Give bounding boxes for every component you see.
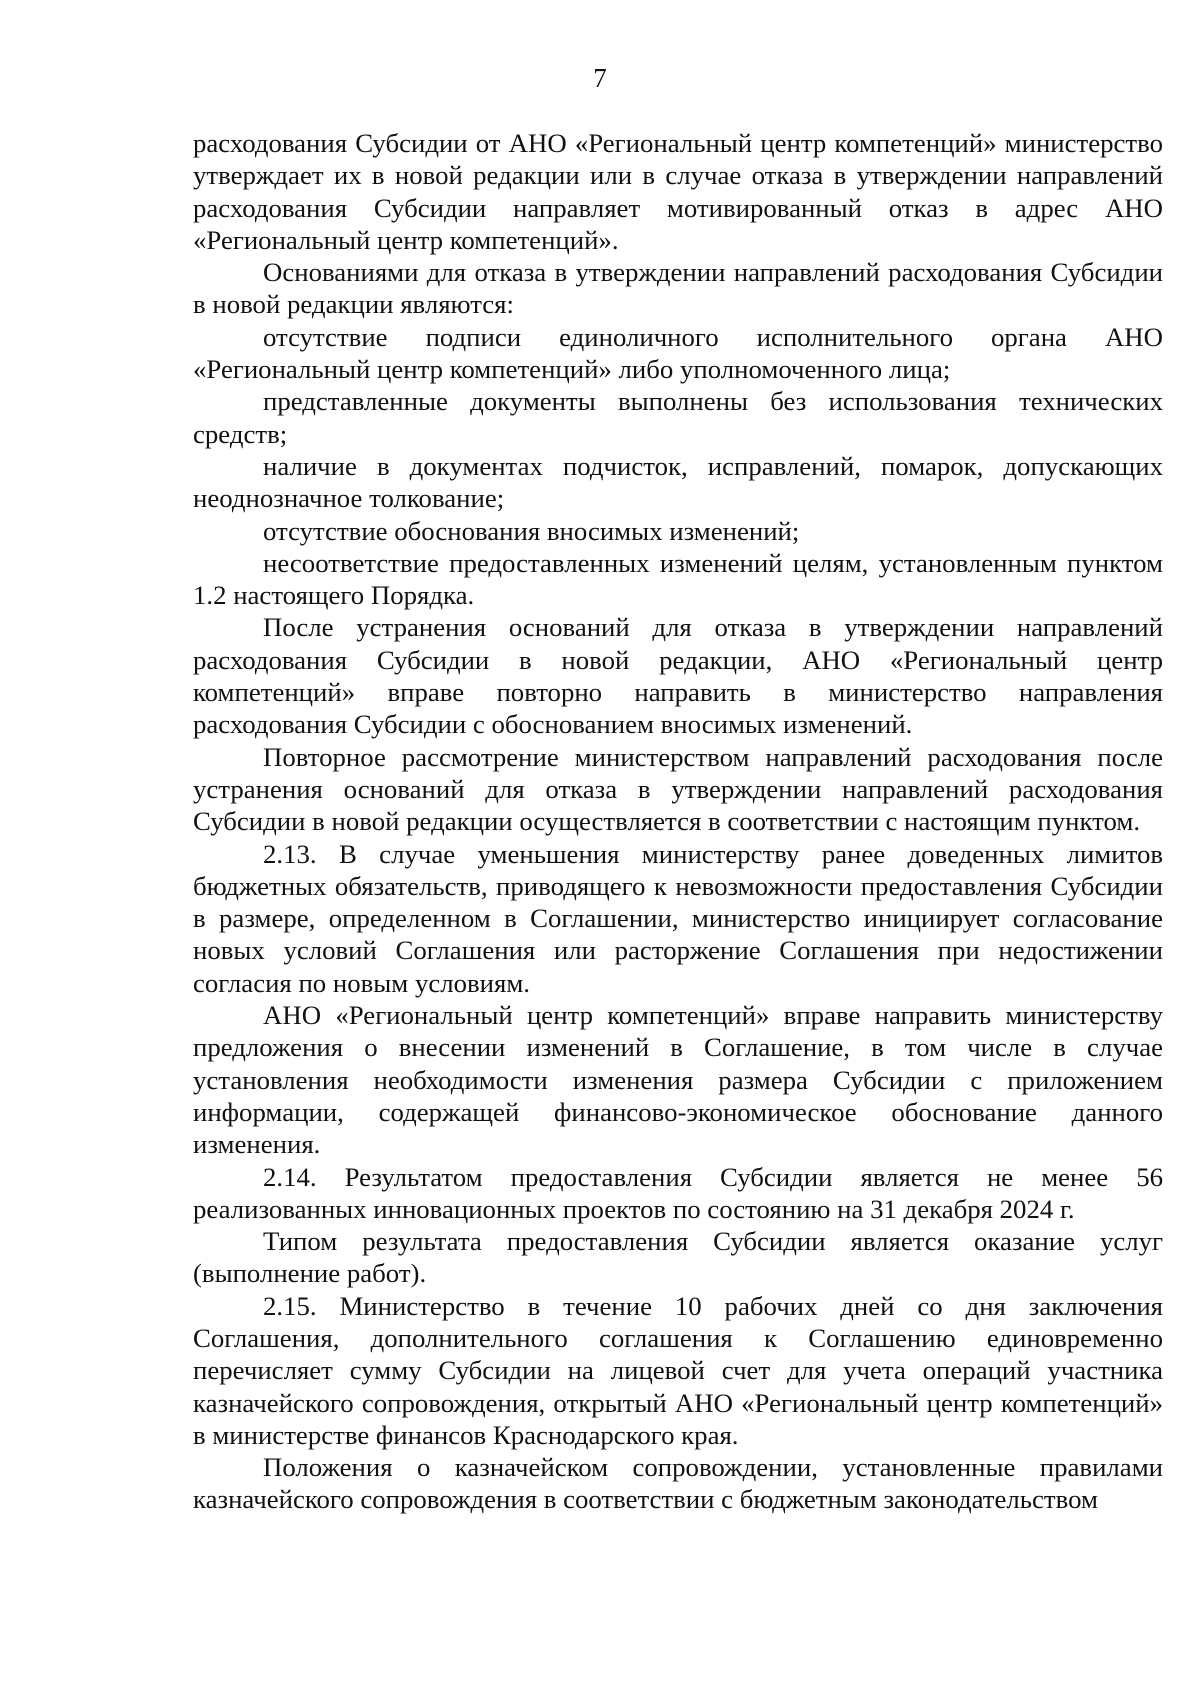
paragraph-ground-corrections: наличие в документах подчисток, исправлений, помарок, допускающих неоднозначное толкование;: [193, 450, 1163, 514]
paragraph-ground-no-signature: отсутствие подписи единоличного исполнительного органа АНО «Региональный центр компетенций» либо уполномоченного лица;: [193, 321, 1163, 385]
paragraph-result-type: Типом результата предоставления Субсидии является оказание услуг (выполнение работ).: [193, 1226, 1163, 1289]
paragraph-ground-no-justification: отсутствие обоснования вносимых изменений;: [263, 515, 800, 546]
paragraph-clause-2-14: 2.14. Результатом предоставления Субсидии является не менее 56 реализованных инновационных проектов по состоянию на 31 декабря 2024 г.: [193, 1161, 1163, 1224]
paragraph-resubmission: После устранения оснований для отказа в утверждении направлений расходования Субсидии в новой редакции, АНО «Региональный центр компетенций» вправе повторно направить в министерство направления расходования Субсидии с обоснованием вносимых изменений.: [193, 612, 1163, 740]
paragraph-amendment-proposals: АНО «Региональный центр компетенций» вправе направить министерству предложения о внесении изменений в Соглашение, в том числе в случае установления необходимости изменения размера Субсидии с приложением информации, содержащей финансово-экономическое обоснование данного изменения.: [193, 1000, 1163, 1160]
paragraph-ground-no-technical-means: представленные документы выполнены без использования технических средств;: [193, 386, 1163, 449]
paragraph-continuation: расходования Субсидии от АНО «Региональный центр компетенций» министерство утверждает их в новой редакции или в случае отказа в утверждении направлений расходования Субсидии направляет мотивированный отказ в адрес АНО «Региональный центр компетенций».: [193, 128, 1163, 255]
paragraph-ground-mismatch: несоответствие предоставленных изменений целям, установленным пунктом 1.2 настоящего Порядка.: [193, 547, 1163, 611]
paragraph-refusal-grounds-intro: Основаниями для отказа в утверждении направлений расходования Субсидии в новой редакции являются:: [193, 257, 1163, 320]
paragraph-repeat-review: Повторное рассмотрение министерством направлений расходования после устранения оснований для отказа в утверждении направлений расходования Субсидии в новой редакции осуществляется в соответствии с настоящим пунктом.: [193, 741, 1163, 837]
paragraph-clause-2-13: 2.13. В случае уменьшения министерству ранее доведенных лимитов бюджетных обязательств, приводящего к невозможности предоставления Субсидии в размере, определенном в Соглашении, министерство инициирует согласование новых условий Соглашения или расторжение Соглашения при недостижении согласия по новым условиям.: [193, 838, 1163, 998]
page-number: 7: [593, 63, 607, 93]
paragraph-treasury-support: Положения о казначейском сопровождении, установленные правилами казначейского сопровождения в соответствии с бюджетным законодательством: [193, 1452, 1163, 1515]
document-body: [193, 127, 1163, 1516]
paragraph-clause-2-15: 2.15. Министерство в течение 10 рабочих дней со дня заключения Соглашения, дополнительного соглашения к Соглашению единовременно перечисляет сумму Субсидии на лицевой счет для учета операций участника казначейского сопровождения, открытый АНО «Региональный центр компетенций» в министерстве финансов Краснодарского края.: [193, 1290, 1163, 1450]
